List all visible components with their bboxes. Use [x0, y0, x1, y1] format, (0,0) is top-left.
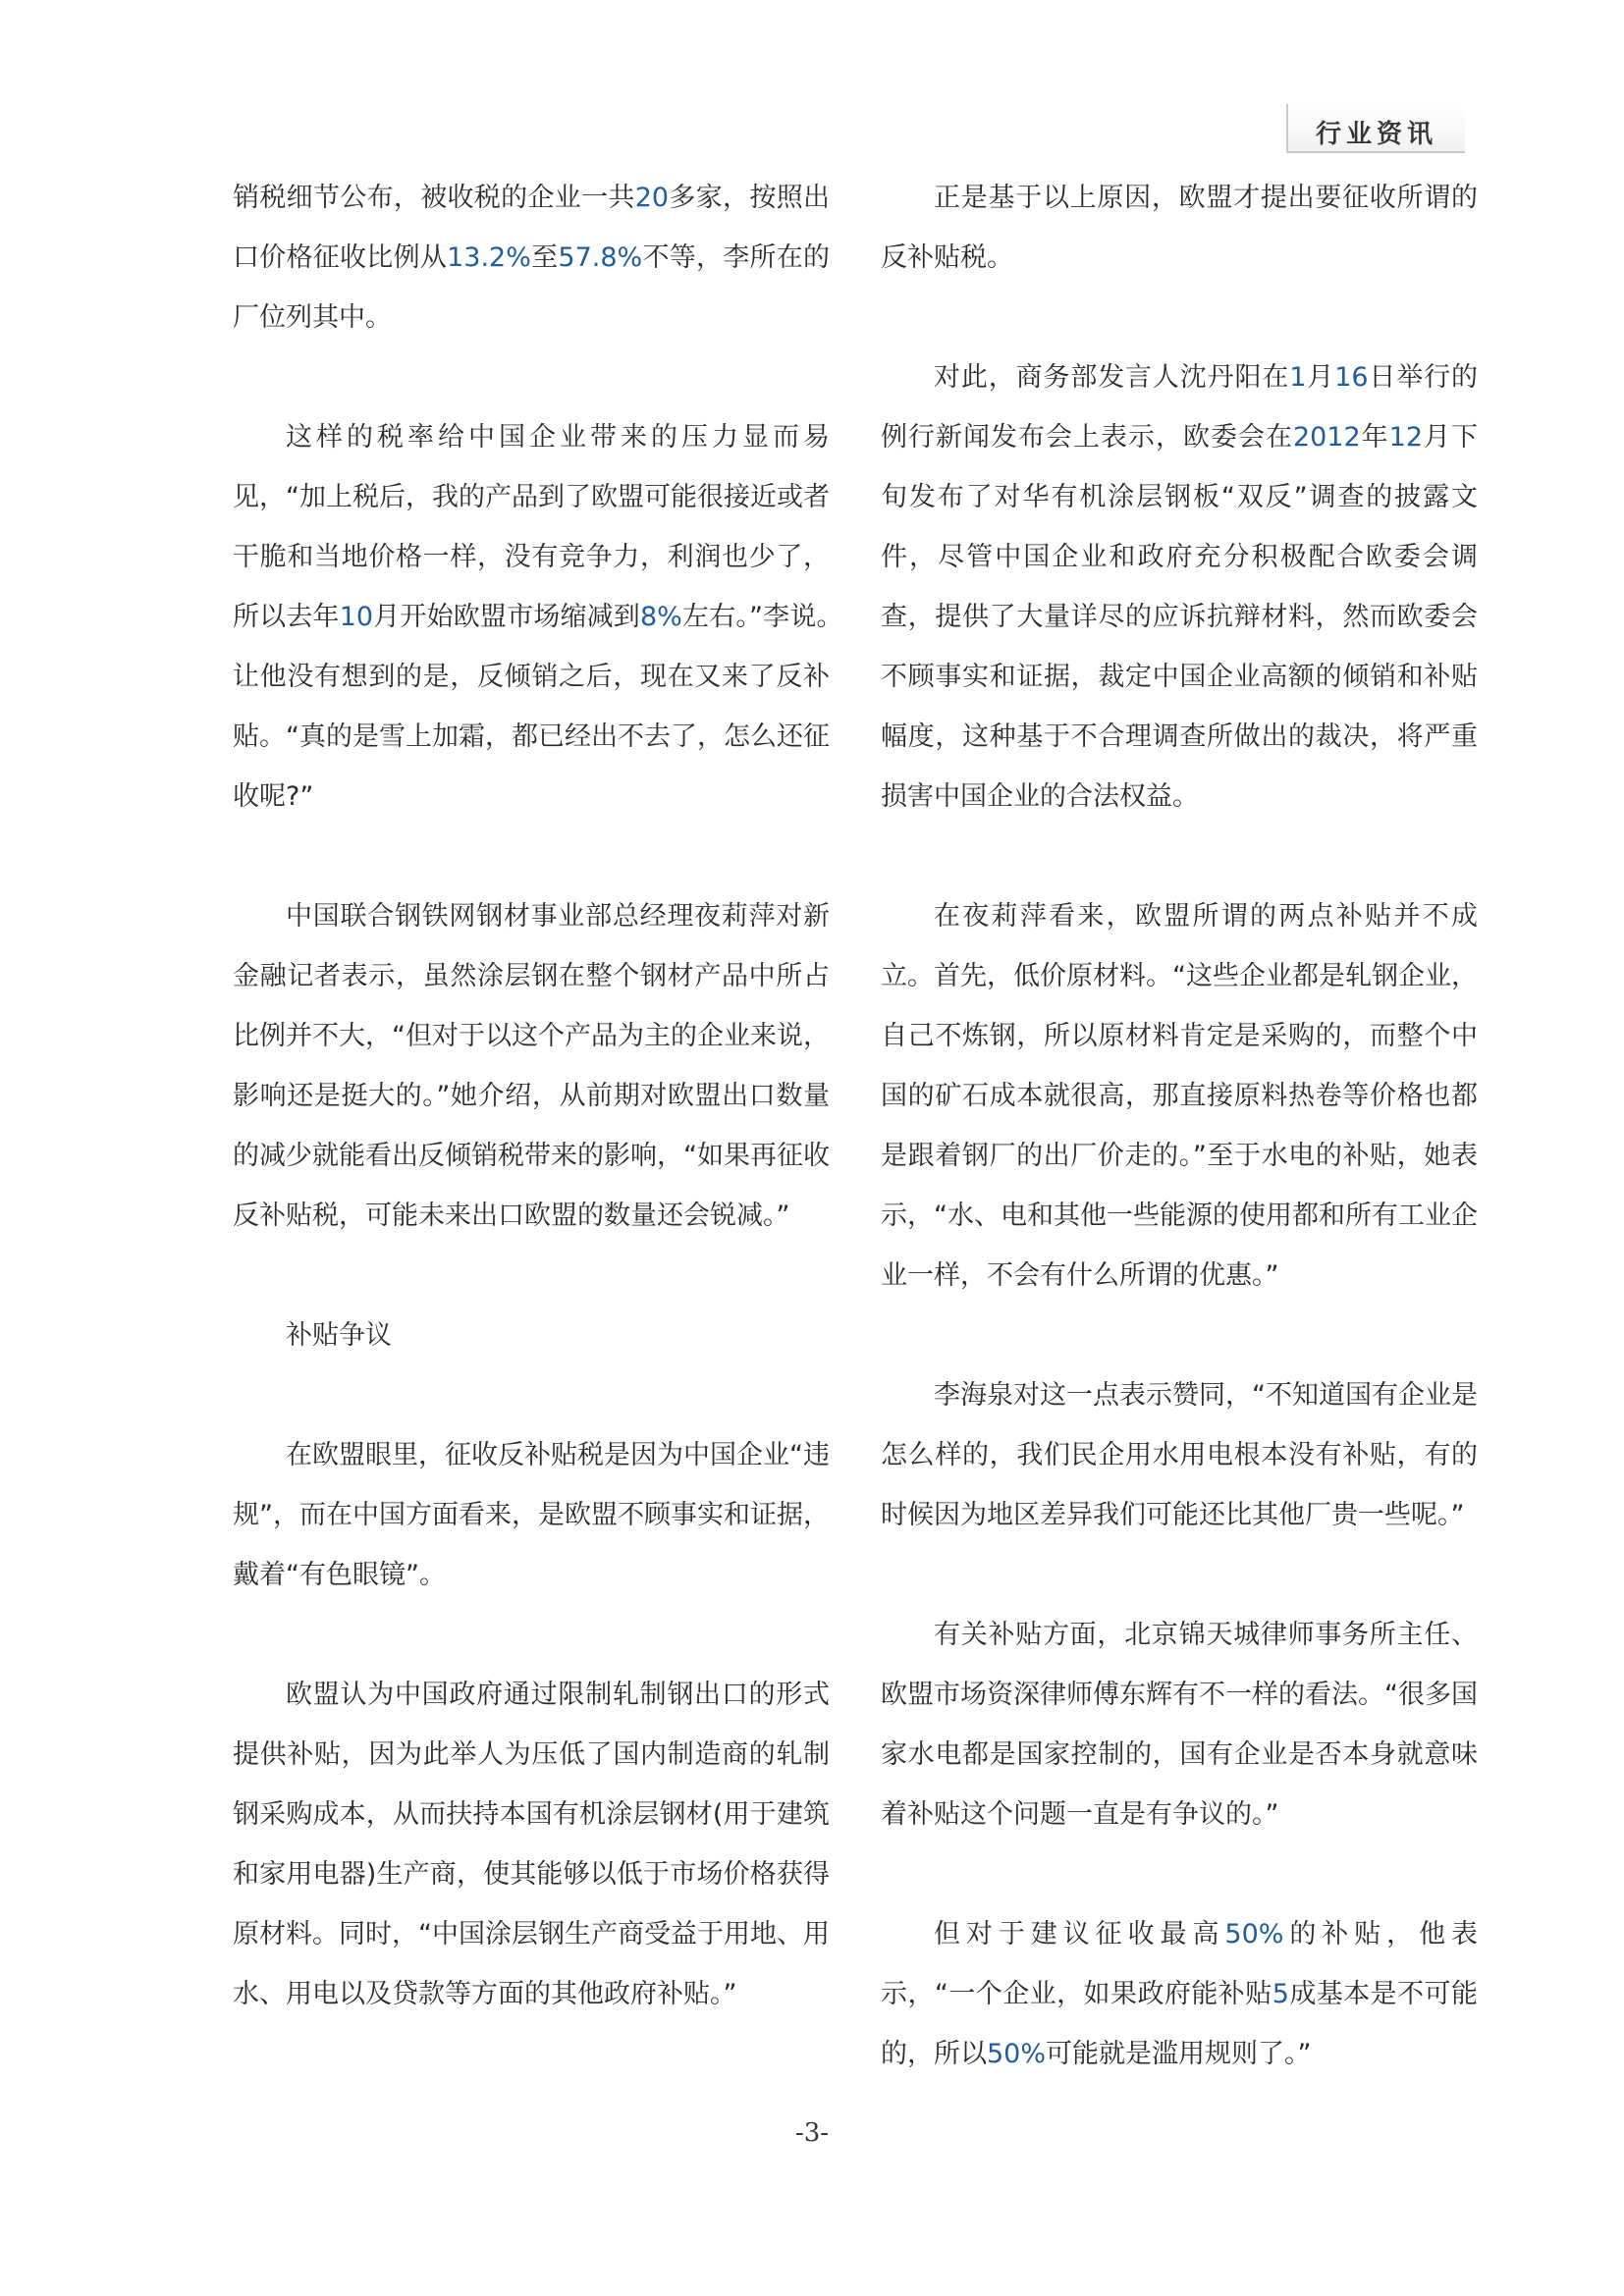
text-run: 在夜莉萍看来，欧盟所谓的两点补贴并不成立。首先，低价原材料。“这些企业都是轧钢企业，自己不炼钢，所以原材料肯定是采购的，而整个中国的矿石成本就很高，那直接原料热卷等价格也都是跟着钢厂的出厂价走的。”至于水电的补贴，她表示，“水、电和其他一些能源的使用都和所有工业企业一样，不会有什么所谓的优惠。” [881, 901, 1478, 1291]
paragraph-gap [233, 1605, 830, 1665]
text-run: 有关补贴方面，北京锦天城律师事务所主任、欧盟市场资深律师傅东辉有不一样的看法。“很多国家水电都是国家控制的，国有企业是否本身就意味着补贴这个问题一直是有争议的。” [881, 1620, 1478, 1830]
paragraph-gap [233, 827, 830, 886]
text-run: 在欧盟眼里，征收反补贴税是因为中国企业“违规”，而在中国方面看来，是欧盟不顾事实和证据，戴着“有色眼镜”。 [233, 1440, 830, 1590]
paragraph [881, 1365, 1478, 1545]
paragraph [233, 168, 830, 347]
text-run: 中国联合钢铁网钢材事业部总经理夜莉萍对新金融记者表示，虽然涂层钢在整个钢材产品中所占比例并不大，“但对于以这个产品为主的企业来说，影响还是挺大的。”她介绍，从前期对欧盟出口数量的减少就能看出反倾销税带来的影响，“如果再征收反补贴税，可能未来出口欧盟的数量还会锐减。” [233, 901, 830, 1231]
number-text: 2012 [1292, 422, 1361, 453]
text-run: 日举行的例行新闻发布会上表示，欧委会在 [881, 362, 1479, 453]
paragraph [233, 407, 884, 827]
number-text: 20 [634, 183, 670, 213]
text-run: 补贴争议 [286, 1320, 392, 1351]
number-text: 13.2% [447, 242, 531, 273]
text-run: 多家，按照出口价格征收比例从 [233, 183, 831, 273]
paragraph [881, 347, 1478, 827]
page-number: -3- [794, 2118, 830, 2148]
paragraph [233, 1665, 830, 2024]
text-run: 李海泉对这一点表示赞同，“不知道国有企业是怎么样的，我们民企用水用电根本没有补贴，有的时候因为地区差异我们可能还比其他厂贵一些呢。” [881, 1380, 1478, 1530]
number-text: 50% [1224, 1919, 1284, 1949]
section-tag [1286, 104, 1465, 153]
paragraph-gap [233, 1246, 830, 1306]
paragraph [233, 1425, 830, 1605]
paragraph-gap [881, 1306, 1478, 1365]
text-run: 左右。”李说。 让他没有想到的是，反倾销之后，现在又来了反补贴。“真的是雪上加霜，都已经出不去了，怎么还征收呢?” [233, 602, 884, 812]
right-column [881, 168, 1478, 2084]
number-text: 16 [1334, 362, 1369, 393]
paragraph-gap [881, 1844, 1478, 1904]
text-run: 但对于建议征收最高 [934, 1919, 1225, 1949]
paragraph-gap [881, 827, 1478, 886]
text-run: 年 [1360, 422, 1389, 453]
paragraph [233, 1306, 830, 1365]
paragraph-gap [233, 347, 830, 407]
paragraph-gap [881, 288, 1478, 347]
text-run: 对此，商务部发言人沈丹阳在 [934, 362, 1290, 393]
text-run: 销税细节公布，被收税的企业一共 [233, 183, 635, 213]
text-run: 不等，李所在的厂位列其中。 [233, 242, 831, 333]
number-text: 8% [639, 602, 682, 632]
paragraph [881, 1904, 1478, 2084]
left-column [233, 168, 884, 2024]
text-run: 至 [530, 242, 559, 273]
text-run: 月开始欧盟市场缩减到 [373, 602, 640, 632]
section-tag-label: 行业资讯 [1315, 120, 1437, 149]
number-text: 57.8% [558, 242, 643, 273]
number-text: 10 [339, 602, 374, 632]
text-run: 的补贴，他表示，“一个企业，如果政府能补贴 [881, 1919, 1478, 2009]
text-run: 这样的税率给中国企业带来的压力显而易见，“加上税后，我的产品到了欧盟可能很接近或者干脆和当地价格一样，没有竞争力，利润也少了，所以去年 [233, 422, 830, 632]
number-text: 12 [1388, 422, 1424, 453]
text-run: 正是基于以上原因，欧盟才提出要征收所谓的反补贴税。 [881, 183, 1478, 273]
text-run: 成基本是不可能的，所以 [881, 1979, 1478, 2069]
number-text: 1 [1289, 362, 1307, 393]
number-text: 50% [987, 2039, 1047, 2069]
paragraph [233, 886, 830, 1246]
text-run: 可能就是滥用规则了。” [1046, 2039, 1312, 2069]
paragraph [881, 886, 1478, 1306]
text-run: 月下旬发布了对华有机涂层钢板“双反”调查的披露文件，尽管中国企业和政府充分积极配合欧委会调查，提供了大量详尽的应诉抗辩材料，然而欧委会不顾事实和证据，裁定中国企业高额的倾销和补贴幅度，这种基于不合理调查所做出的裁决，将严重损害中国企业的合法权益。 [881, 422, 1479, 812]
paragraph [881, 168, 1478, 288]
text-run: 月 [1306, 362, 1335, 393]
paragraph-gap [881, 1545, 1478, 1605]
number-text: 5 [1272, 1979, 1289, 2009]
text-run: 欧盟认为中国政府通过限制轧制钢出口的形式提供补贴，因为此举人为压低了国内制造商的轧制钢采购成本，从而扶持本国有机涂层钢材(用于建筑和家用电器)生产商，使其能够以低于市场价格获得原材料。同时，“中国涂层钢生产商受益于用地、用水、用电以及贷款等方面的其他政府补贴。” [233, 1680, 830, 2009]
paragraph-gap [233, 1365, 830, 1425]
paragraph [881, 1605, 1478, 1844]
